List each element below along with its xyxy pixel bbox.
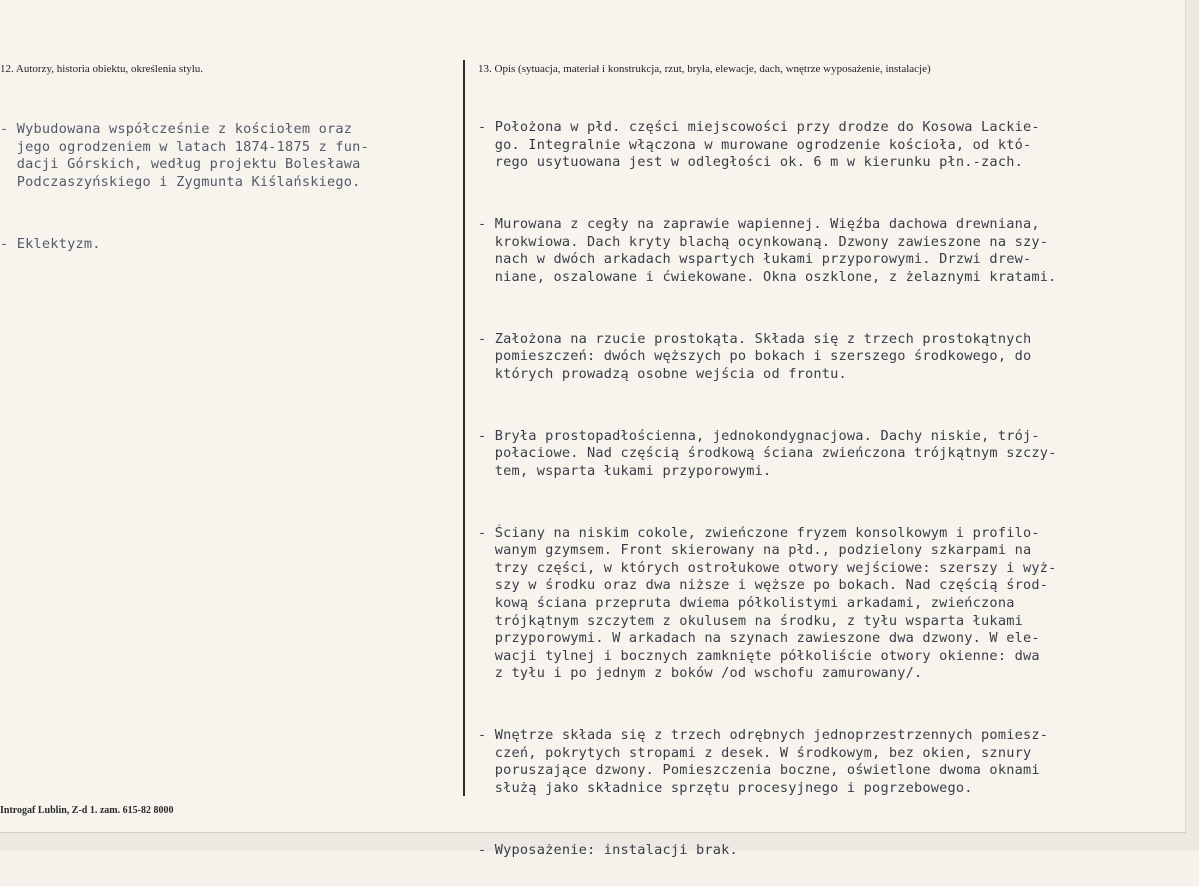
paragraph: - Ściany na niskim cokole, zwieńczone fryzem konsolkowym i profilo- wanym gzymsem. Front skierowany na płd., podzielony szkarpami na trzy części, w których ostrołukowe otwory wejściowe: szerszy i wyż- szy w środku oraz dwa niższe i węższe po bokach. Nad częścią środ- kową ściana przepruta dwiema półkolistymi arkadami, zwieńczona trójkątnym szczytem z okulusem na środku, z tyłu wsparta łukami przyporowymi. W arkadach na szynach zawieszone dwa dzwony. W ele- wacji tylnej i bocznych zamknięte półkoliście otwory okienne: dwa z tyłu i po jednym z boków /od wschofu zamurowany/. (478, 524, 1057, 682)
paragraph: - Murowana z cegły na zaprawie wapiennej. Więźba dachowa drewniana, krokwiowa. Dach kryty blachą ocynkowaną. Dzwony zawieszone na szy- nach w dwóch arkadach wspartych łukami przyporowymi. Drzwi drew- niane, oszalowane i ćwiekowane. Okna oszklone, z żelaznymi kratami. (478, 216, 1057, 285)
paragraph: - Bryła prostopadłościenna, jednokondygnacjowa. Dachy niskie, trój- połaciowe. Nad częścią środkową ściana zwieńczona trójkątnym szczy- tem, wsparta łukami przyporowymi. (478, 427, 1057, 479)
column-divider (463, 60, 465, 796)
paragraph: - Eklektyzm. (0, 235, 101, 252)
section-13-heading: 13. Opis (sytuacja, materiał i konstrukcja, rzut, bryła, elewacje, dach, wnętrze wyposażenie, instalacje) (478, 63, 931, 75)
paragraph: - Wybudowana współcześnie z kościołem oraz jego ogrodzeniem w latach 1874-1875 z fun- dacji Górskich, według projektu Bolesława Podczaszyńskiego i Zygmunta Kiślańskiego. (0, 121, 369, 190)
paragraph: - Wnętrze składa się z trzech odrębnych jednoprzestrzennych pomiesz- czeń, pokrytych stropami z desek. W środkowym, bez okien, sznury poruszające dzwony. Pomieszczenia boczne, oświetlone dwoma oknami służą jako składnice sprzętu procesyjnego i pogrzebowego. (478, 727, 1049, 796)
printer-imprint: Introgaf Lublin, Z-d 1. zam. 615-82 8000 (0, 805, 174, 816)
section-12-heading: 12. Autorzy, historia obiektu, określenia stylu. (0, 63, 204, 75)
paragraph: - Położona w płd. części miejscowości przy drodze do Kosowa Lackie- go. Integralnie włączona w murowane ogrodzenie kościoła, od któ- rego usytuowana jest w odległości ok. 6 m w kierunku płn.-zach. (478, 119, 1040, 171)
paragraph: - Założona na rzucie prostokąta. Składa się z trzech prostokątnych pomieszczeń: dwóch węższych po bokach i szerszego środkowego, do których prowadzą osobne wejścia od frontu. (478, 330, 1032, 382)
scan-edge-right (1186, 0, 1199, 833)
paragraph: - Wyposażenie: instalacji brak. (478, 841, 738, 858)
section-12-body (0, 86, 369, 280)
section-13-body (478, 84, 1057, 886)
